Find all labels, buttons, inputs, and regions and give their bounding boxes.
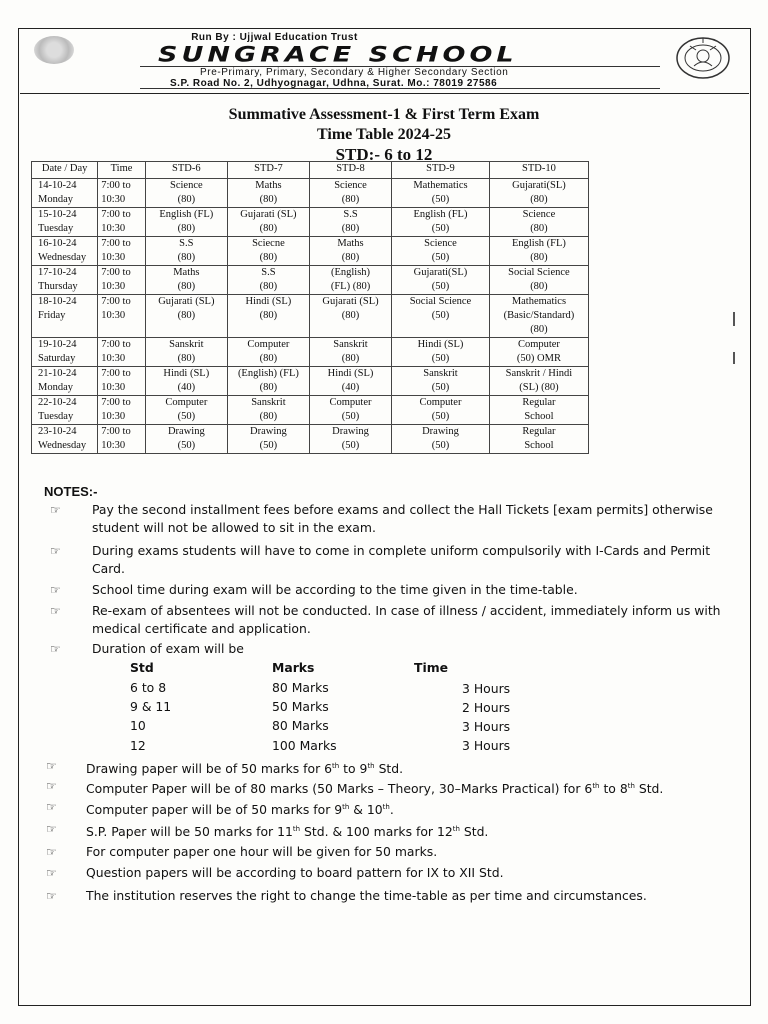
- subject-cell: [309, 425, 391, 454]
- subject-name: Social Science: [409, 296, 472, 307]
- subject-marks: (80): [259, 382, 278, 393]
- subject-name: Regular: [522, 426, 556, 437]
- subject-name: Drawing: [332, 426, 369, 437]
- subject-cell: [489, 208, 588, 237]
- column-header: STD-6: [145, 162, 227, 179]
- subject-cell: [489, 367, 588, 396]
- subject-marks: (80): [530, 223, 548, 234]
- note-item: ☞ Computer paper will be of 50 marks for 9th & 10th.: [46, 800, 394, 818]
- time-cell: [98, 338, 146, 367]
- note-item: ☞ S.P. Paper will be 50 marks for 11th Std. & 100 marks for 12th Std.: [46, 822, 489, 840]
- subject-cell: [392, 425, 490, 454]
- subject-name: Computer: [517, 339, 560, 350]
- subject-name: Drawing: [422, 426, 459, 437]
- subject-marks: (80): [259, 252, 278, 263]
- subject-marks: (80): [341, 310, 360, 321]
- subject-cell: [145, 266, 227, 295]
- duration-std: 6 to 8: [130, 680, 167, 695]
- exam-timetable: [31, 161, 589, 454]
- subject-cell: [145, 237, 227, 266]
- subject-cell: [145, 367, 227, 396]
- note-text: For computer paper one hour will be given for 50 marks.: [86, 844, 438, 859]
- exam-day: Friday: [38, 310, 66, 321]
- time-end: 10:30: [101, 310, 126, 321]
- subject-cell: [145, 396, 227, 425]
- time-start: 7:00 to: [101, 426, 131, 437]
- duration-marks: 100 Marks: [272, 738, 337, 753]
- subject-marks: School: [524, 411, 554, 422]
- subject-name: Hindi (SL): [163, 368, 210, 379]
- subject-cell: [489, 396, 588, 425]
- date-day-cell: [32, 396, 98, 425]
- subject-name: Computer: [329, 397, 372, 408]
- subject-marks: (80): [259, 353, 278, 364]
- table-row: [32, 179, 589, 208]
- time-end: 10:30: [101, 440, 126, 451]
- subject-name: English (FL): [159, 209, 214, 220]
- exam-day: Tuesday: [38, 223, 74, 234]
- duration-marks: 80 Marks: [272, 680, 329, 695]
- subject-cell: [489, 295, 588, 338]
- table-row: [32, 295, 589, 338]
- duration-time: 2 Hours: [462, 700, 511, 715]
- subject-marks: (Basic/Standard): [503, 310, 575, 321]
- note-text: During exams students will have to come in complete uniform compulsorily with I-Cards and Permit Card.: [92, 543, 711, 576]
- subject-name: Sanskrit: [251, 397, 286, 408]
- subject-marks: (80): [177, 223, 196, 234]
- subject-marks: (50): [431, 411, 450, 422]
- subject-name: Gujarati (SL): [240, 209, 297, 220]
- subject-name: Regular: [522, 397, 556, 408]
- subject-marks: (50): [431, 310, 450, 321]
- exam-day: Thursday: [38, 281, 78, 292]
- subject-cell: [392, 396, 490, 425]
- time-cell: [98, 396, 146, 425]
- subject-name: Sanskrit: [169, 339, 204, 350]
- time-start: 7:00 to: [101, 368, 131, 379]
- subject-name: Social Science: [508, 267, 570, 278]
- subject-name: Gujarati(SL): [413, 267, 468, 278]
- timetable-year: Time Table 2024-25: [317, 126, 451, 143]
- subject-name: Hindi (SL): [417, 339, 464, 350]
- pointing-hand-icon: ☞: [50, 544, 61, 558]
- time-cell: [98, 425, 146, 454]
- subject-marks: (50): [259, 440, 278, 451]
- subject-name: Computer: [165, 397, 208, 408]
- duration-time: 3 Hours: [462, 719, 511, 734]
- duration-std: 10: [130, 718, 146, 733]
- time-end: 10:30: [101, 353, 126, 364]
- time-end: 10:30: [101, 382, 126, 393]
- column-header: STD-7: [227, 162, 309, 179]
- subject-marks: (50): [431, 252, 450, 263]
- subject-cell: [489, 266, 588, 295]
- subject-name: S.S: [179, 238, 194, 249]
- time-end: 10:30: [101, 411, 126, 422]
- letterhead: [20, 30, 749, 94]
- subject-marks: (50): [431, 194, 450, 205]
- subject-cell: [227, 396, 309, 425]
- column-header: Date / Day: [32, 162, 98, 179]
- school-sections: Pre-Primary, Primary, Secondary & Higher Secondary Section: [200, 67, 509, 78]
- subject-marks: (80): [259, 194, 278, 205]
- subject-cell: [227, 208, 309, 237]
- subject-name: S.S: [343, 209, 358, 220]
- subject-marks: (40): [341, 382, 360, 393]
- time-end: 10:30: [101, 252, 126, 263]
- pointing-hand-icon: ☞: [46, 759, 57, 773]
- date-day-cell: [32, 237, 98, 266]
- school-name: SUNGRACE SCHOOL: [158, 43, 518, 68]
- pointing-hand-icon: ☞: [46, 866, 57, 880]
- time-start: 7:00 to: [101, 180, 131, 191]
- exam-day: Tuesday: [38, 411, 74, 422]
- pointing-hand-icon: ☞: [46, 779, 57, 793]
- subject-name: Sanskrit / Hindi: [505, 368, 573, 379]
- subject-cell: [489, 237, 588, 266]
- subject-marks: (FL) (80): [330, 281, 371, 292]
- subject-name: English (FL): [413, 209, 468, 220]
- note-text: The institution reserves the right to change the time-table as per time and circumstances.: [86, 888, 647, 903]
- pointing-hand-icon: ☞: [50, 583, 61, 597]
- time-start: 7:00 to: [101, 339, 131, 350]
- note-item: [46, 887, 726, 905]
- subject-cell: [145, 179, 227, 208]
- subject-cell: [309, 338, 391, 367]
- subject-cell: [227, 266, 309, 295]
- date-day-cell: [32, 179, 98, 208]
- exam-title: Summative Assessment-1 & First Term Exam: [228, 106, 540, 123]
- table-row: [32, 266, 589, 295]
- subject-cell: [392, 367, 490, 396]
- subject-marks: (80): [530, 252, 548, 263]
- date-day-cell: [32, 425, 98, 454]
- subject-marks: (80): [259, 310, 278, 321]
- table-row: [32, 237, 589, 266]
- pointing-hand-icon: ☞: [46, 800, 57, 814]
- time-cell: [98, 367, 146, 396]
- subject-name: Science: [170, 180, 203, 191]
- time-start: 7:00 to: [101, 238, 131, 249]
- subject-marks: (80): [177, 281, 196, 292]
- time-cell: [98, 295, 146, 338]
- note-text: Re-exam of absentees will not be conducted. In case of illness / accident, immediately inform us with medical certificate and application.: [92, 603, 721, 636]
- column-header: STD-10: [489, 162, 588, 179]
- time-start: 7:00 to: [101, 397, 131, 408]
- exam-date: 14-10-24: [38, 180, 77, 191]
- column-header: STD-8: [309, 162, 391, 179]
- subject-name: (English): [330, 267, 371, 278]
- subject-marks: (80): [259, 411, 278, 422]
- subject-cell: [227, 295, 309, 338]
- time-cell: [98, 266, 146, 295]
- subject-name: Science: [424, 238, 457, 249]
- school-address: S.P. Road No. 2, Udhyognagar, Udhna, Surat. Mo.: 78019 27586: [170, 78, 498, 89]
- subject-cell: [392, 237, 490, 266]
- duration-std: 9 & 11: [130, 699, 172, 714]
- subject-marks: School: [524, 440, 554, 451]
- subject-cell: [309, 396, 391, 425]
- duration-header-time: Time: [414, 660, 449, 675]
- school-logo-right: [670, 32, 736, 84]
- exam-date: 22-10-24: [38, 397, 77, 408]
- exam-day: Wednesday: [38, 440, 87, 451]
- subject-cell: [145, 425, 227, 454]
- subject-marks: (SL) (80): [519, 382, 559, 393]
- subject-marks: (50) OMR: [516, 353, 561, 364]
- subject-name: S.S: [261, 267, 276, 278]
- subject-cell: [309, 237, 391, 266]
- note-item: [46, 843, 726, 861]
- subject-cell: [392, 208, 490, 237]
- std-range: STD:- 6 to 12: [335, 145, 433, 164]
- subject-marks: (80): [177, 310, 196, 321]
- subject-name: Maths: [173, 267, 200, 278]
- subject-name: Drawing: [167, 426, 205, 437]
- subject-cell: [227, 338, 309, 367]
- note-item: [50, 581, 722, 599]
- pointing-hand-icon: ☞: [46, 845, 57, 859]
- duration-time: 3 Hours: [462, 681, 511, 696]
- date-day-cell: [32, 208, 98, 237]
- exam-date: 19-10-24: [38, 339, 77, 350]
- subject-name: Mathematics: [413, 180, 468, 191]
- subject-marks: (50): [431, 353, 450, 364]
- subject-cell: [309, 367, 391, 396]
- subject-marks: (80): [530, 281, 548, 292]
- time-cell: [98, 208, 146, 237]
- pointing-hand-icon: ☞: [50, 642, 61, 656]
- subject-cell: [227, 367, 309, 396]
- time-cell: [98, 237, 146, 266]
- duration-marks: 80 Marks: [272, 718, 329, 733]
- subject-cell: [309, 208, 391, 237]
- subject-cell: [392, 338, 490, 367]
- time-start: 7:00 to: [101, 296, 131, 307]
- subject-marks: (80): [341, 252, 360, 263]
- exam-date: 17-10-24: [38, 267, 77, 278]
- subject-cell: [489, 338, 588, 367]
- table-row: [32, 338, 589, 367]
- subject-name: Computer: [247, 339, 290, 350]
- subject-cell: [489, 179, 588, 208]
- table-row: [32, 367, 589, 396]
- table-row: [32, 425, 589, 454]
- subject-marks: (50): [431, 382, 450, 393]
- date-day-cell: [32, 295, 98, 338]
- subject-cell: [489, 425, 588, 454]
- subject-marks: (40): [177, 382, 196, 393]
- scan-mark: [733, 312, 735, 326]
- exam-day: Wednesday: [38, 252, 87, 263]
- subject-name: Hindi (SL): [245, 296, 292, 307]
- note-item: [50, 640, 722, 658]
- time-start: 7:00 to: [101, 267, 131, 278]
- subject-marks: (50): [341, 440, 360, 451]
- timetable-body: [32, 179, 589, 454]
- subject-marks: (50): [177, 440, 196, 451]
- subject-cell: [145, 338, 227, 367]
- scan-mark: [733, 352, 735, 364]
- subject-marks: (80): [259, 223, 278, 234]
- note-item: [50, 501, 722, 537]
- subject-marks: (80): [259, 281, 278, 292]
- date-day-cell: [32, 367, 98, 396]
- note-text: Duration of exam will be: [92, 641, 244, 656]
- subject-name: Science: [334, 180, 367, 191]
- subject-marks: (50): [341, 411, 360, 422]
- subject-cell: [309, 266, 391, 295]
- duration-header-marks: Marks: [272, 660, 315, 675]
- exam-date: 16-10-24: [38, 238, 77, 249]
- subject-name: Computer: [419, 397, 462, 408]
- duration-marks: 50 Marks: [272, 699, 329, 714]
- subject-marks: (50): [431, 281, 450, 292]
- subject-name: English (FL): [511, 238, 566, 249]
- subject-marks: (50): [177, 411, 196, 422]
- exam-date: 23-10-24: [38, 426, 77, 437]
- subject-name: Mathematics: [511, 296, 567, 307]
- time-end: 10:30: [101, 223, 126, 234]
- subject-marks: (50): [431, 223, 450, 234]
- subject-name: Gujarati(SL): [512, 180, 566, 191]
- pointing-hand-icon: ☞: [46, 822, 57, 836]
- date-day-cell: [32, 266, 98, 295]
- subject-marks: (80): [177, 353, 196, 364]
- subject-name: Maths: [255, 180, 282, 191]
- subject-cell: [309, 295, 391, 338]
- column-header: STD-9: [392, 162, 490, 179]
- date-day-cell: [32, 338, 98, 367]
- subject-cell: [227, 425, 309, 454]
- pointing-hand-icon: ☞: [50, 604, 61, 618]
- subject-marks: (80): [341, 194, 360, 205]
- subject-cell: [392, 266, 490, 295]
- subject-name: Gujarati (SL): [158, 296, 215, 307]
- subject-marks: (80): [530, 324, 548, 335]
- table-header-row: [32, 162, 589, 179]
- time-cell: [98, 179, 146, 208]
- time-end: 10:30: [101, 281, 126, 292]
- subject-marks: (50): [431, 440, 450, 451]
- duration-header-std: Std: [130, 660, 154, 675]
- note-text: School time during exam will be according to the time given in the time-table.: [92, 582, 578, 597]
- duration-time: 3 Hours: [462, 738, 511, 753]
- note-item: [50, 542, 722, 578]
- table-row: [32, 396, 589, 425]
- notes-heading: NOTES:-: [44, 484, 98, 499]
- subject-marks: (80): [177, 252, 196, 263]
- exam-day: Monday: [38, 194, 73, 205]
- time-end: 10:30: [101, 194, 126, 205]
- note-text: Question papers will be according to board pattern for IX to XII Std.: [86, 865, 504, 880]
- duration-std: 12: [130, 738, 146, 753]
- subject-marks: (80): [530, 194, 548, 205]
- note-item: ☞ Drawing paper will be of 50 marks for 6th to 9th Std.: [46, 759, 404, 777]
- subject-marks: (80): [341, 223, 360, 234]
- subject-marks: (80): [341, 353, 360, 364]
- subject-cell: [227, 237, 309, 266]
- subject-name: Sanskrit: [333, 339, 368, 350]
- subject-name: Sciecne: [252, 238, 285, 249]
- subject-name: Hindi (SL): [327, 368, 374, 379]
- exam-day: Saturday: [38, 353, 76, 364]
- exam-date: 18-10-24: [38, 296, 77, 307]
- exam-date: 21-10-24: [38, 368, 77, 379]
- subject-name: Maths: [337, 238, 364, 249]
- exam-date: 15-10-24: [38, 209, 77, 220]
- subject-cell: [145, 208, 227, 237]
- subject-name: Drawing: [250, 426, 287, 437]
- subject-cell: [392, 295, 490, 338]
- subject-name: Gujarati (SL): [322, 296, 379, 307]
- note-item: [46, 864, 726, 882]
- subject-cell: [392, 179, 490, 208]
- note-item: ☞ Computer Paper will be of 80 marks (50 Marks – Theory, 30–Marks Practical) for 6th to 8th Std.: [46, 779, 664, 797]
- subject-marks: (80): [177, 194, 196, 205]
- time-start: 7:00 to: [101, 209, 131, 220]
- subject-name: (English) (FL): [237, 368, 299, 379]
- subject-name: Sanskrit: [423, 368, 458, 379]
- subject-cell: [145, 295, 227, 338]
- exam-day: Monday: [38, 382, 73, 393]
- subject-cell: [227, 179, 309, 208]
- note-text: Pay the second installment fees before exams and collect the Hall Tickets [exam permits] otherwise student will not be allowed to sit in the exam.: [92, 502, 713, 535]
- run-by-text: Run By : Ujjwal Education Trust: [191, 32, 358, 43]
- subject-name: Science: [522, 209, 556, 220]
- pointing-hand-icon: ☞: [50, 503, 61, 517]
- subject-cell: [309, 179, 391, 208]
- note-item: [50, 602, 722, 638]
- table-row: [32, 208, 589, 237]
- column-header: Time: [98, 162, 146, 179]
- pointing-hand-icon: ☞: [46, 889, 57, 903]
